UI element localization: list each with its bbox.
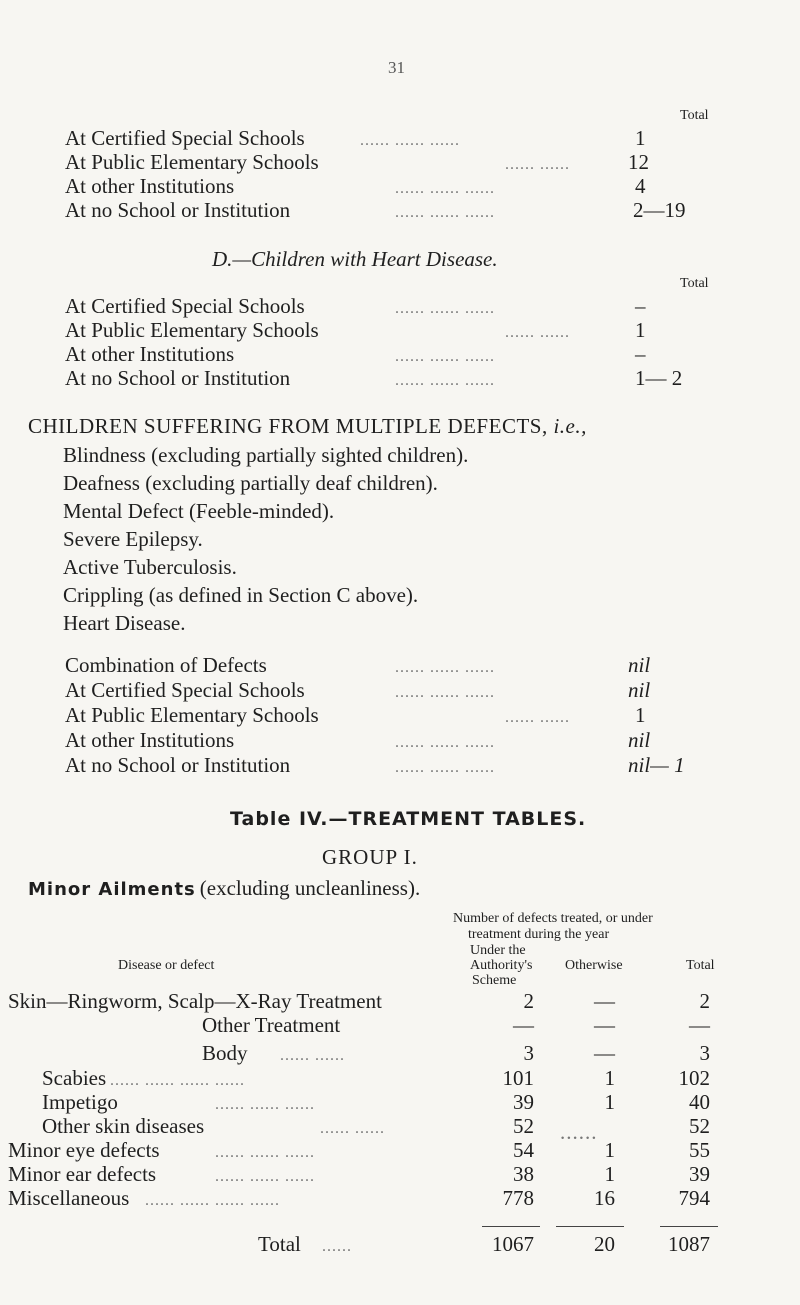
total-authority: 1067 — [492, 1232, 534, 1256]
row-value: 4 — [635, 174, 646, 198]
leader-dots: ...... ...... ...... — [215, 1144, 315, 1161]
row-label: At no School or Institution — [65, 198, 291, 222]
row-value: 1 — [635, 126, 646, 150]
group-heading: GROUP I. — [322, 845, 418, 869]
list-item: At Certified Special Schools — [65, 678, 305, 702]
section-d-heading: D.—Children with Heart Disease. — [212, 247, 498, 271]
cell-authority: 52 — [513, 1114, 534, 1138]
cell-otherwise: ...... — [560, 1120, 598, 1144]
cell-total: 39 — [689, 1162, 710, 1186]
total-rule — [482, 1226, 540, 1227]
total-otherwise: 20 — [594, 1232, 615, 1256]
cell-total: 3 — [699, 1041, 710, 1065]
list-item: At no School or Institution — [65, 366, 291, 390]
cell-otherwise: 1 — [604, 1162, 615, 1186]
cell-otherwise: 16 — [594, 1186, 615, 1210]
leader-dots: ...... ...... ...... — [395, 734, 495, 751]
list-item: Deafness (excluding partially deaf children). — [63, 471, 438, 495]
table-row-label: Skin—Ringworm, Scalp—X-Ray Treatment — [8, 989, 382, 1013]
multiple-defects-heading — [28, 414, 587, 439]
leader-dots: ...... ...... — [505, 709, 570, 726]
leader-dots: ...... ...... ...... — [360, 132, 460, 149]
row-value: 1 — [635, 318, 646, 342]
row-label: At Certified Special Schools — [65, 126, 305, 150]
total-header-d: Total — [680, 276, 709, 291]
list-item: Heart Disease. — [63, 611, 186, 635]
table-row-label: Body — [202, 1041, 248, 1065]
cell-authority: 101 — [502, 1066, 534, 1090]
row-value: nil — [628, 678, 651, 702]
list-item: Active Tuberculosis. — [63, 555, 237, 579]
leader-dots: ...... ...... — [505, 324, 570, 341]
leader-dots: ...... ...... — [280, 1047, 345, 1064]
cell-total: 2 — [699, 989, 710, 1013]
col-otherwise: Otherwise — [565, 958, 623, 973]
table-row-label: Other skin diseases — [42, 1114, 205, 1138]
list-item — [65, 198, 290, 223]
cell-total: — — [689, 1013, 710, 1037]
cell-otherwise: — — [594, 989, 615, 1013]
leader-dots: ...... ...... ...... — [395, 180, 495, 197]
list-item: Severe Epilepsy. — [63, 527, 203, 551]
heading-ie: i.e., — [553, 414, 587, 438]
row-label: At Public Elementary Schools — [65, 150, 319, 174]
leader-dots: ...... ...... ...... — [395, 204, 495, 221]
row-value: nil — [628, 728, 651, 752]
leader-dots: ...... ...... — [505, 156, 570, 173]
cell-authority: 39 — [513, 1090, 534, 1114]
list-item — [65, 174, 234, 199]
row-value: 12 — [628, 150, 649, 174]
row-value: nil— 1 — [628, 753, 685, 777]
cell-otherwise: 1 — [604, 1066, 615, 1090]
cell-otherwise: — — [594, 1013, 615, 1037]
minor-ailments-heading — [28, 876, 420, 901]
col-authority-2: Authority's — [470, 958, 533, 973]
col-header-main-1: Number of defects treated, or under — [453, 911, 653, 926]
row-value: nil — [628, 653, 651, 677]
minor-rest: (excluding uncleanliness). — [199, 876, 421, 900]
cell-otherwise: 1 — [604, 1090, 615, 1114]
minor-bold: Minor Ailments — [28, 879, 196, 900]
leader-dots: ...... ...... ...... — [395, 684, 495, 701]
total-header-c: Total — [680, 108, 709, 123]
total-total: 1087 — [668, 1232, 710, 1256]
row-value: 1— 2 — [635, 366, 683, 390]
list-item: At Certified Special Schools — [65, 294, 305, 318]
table-iv-heading: Table IV.—TREATMENT TABLES. — [230, 808, 587, 830]
table-row-label: Miscellaneous — [8, 1186, 130, 1210]
col-authority-3: Scheme — [472, 973, 517, 988]
row-value: 1 — [635, 703, 646, 727]
cell-authority: 3 — [523, 1041, 534, 1065]
table-row-label: Other Treatment — [202, 1013, 341, 1037]
cell-total: 794 — [678, 1186, 710, 1210]
page-number: 31 — [388, 58, 405, 77]
col-authority-1: Under the — [470, 943, 526, 958]
list-item — [65, 126, 305, 151]
col-disease: Disease or defect — [118, 958, 215, 973]
leader-dots: ...... ...... ...... — [395, 348, 495, 365]
table-row-label: Minor ear defects — [8, 1162, 157, 1186]
table-row-label: Impetigo — [42, 1090, 118, 1114]
cell-total: 40 — [689, 1090, 710, 1114]
cell-total: 102 — [678, 1066, 710, 1090]
total-label: Total — [258, 1232, 301, 1256]
list-item: At no School or Institution — [65, 753, 291, 777]
leader-dots: ...... ...... ...... — [395, 372, 495, 389]
leader-dots: ...... ...... ...... ...... — [110, 1072, 245, 1089]
col-header-main-2: treatment during the year — [468, 927, 610, 942]
table-row-label: Scabies — [42, 1066, 107, 1090]
leader-dots: ...... ...... ...... — [395, 659, 495, 676]
table-row-label: Minor eye defects — [8, 1138, 160, 1162]
row-value: – — [635, 342, 646, 366]
leader-dots: ...... ...... ...... — [395, 300, 495, 317]
cell-otherwise: — — [594, 1041, 615, 1065]
leader-dots: ...... ...... — [320, 1120, 385, 1137]
leader-dots: ...... ...... ...... — [215, 1096, 315, 1113]
list-item: At Public Elementary Schools — [65, 318, 319, 342]
leader-dots: ...... ...... ...... — [215, 1168, 315, 1185]
heading-text: CHILDREN SUFFERING FROM MULTIPLE DEFECTS, — [28, 414, 548, 438]
cell-total: 55 — [689, 1138, 710, 1162]
cell-total: 52 — [689, 1114, 710, 1138]
list-item: Mental Defect (Feeble-minded). — [63, 499, 335, 523]
cell-authority: 2 — [523, 989, 534, 1013]
cell-otherwise: 1 — [604, 1138, 615, 1162]
leader-dots: ...... ...... ...... — [395, 759, 495, 776]
total-rule — [660, 1226, 718, 1227]
cell-authority: 54 — [513, 1138, 534, 1162]
cell-authority: — — [513, 1013, 534, 1037]
leader-dots: ...... ...... ...... ...... — [145, 1192, 280, 1209]
list-item — [65, 150, 319, 175]
col-total: Total — [686, 958, 715, 973]
cell-authority: 778 — [502, 1186, 534, 1210]
list-item: Blindness (excluding partially sighted children). — [63, 443, 469, 467]
cell-authority: 38 — [513, 1162, 534, 1186]
list-item: At other Institutions — [65, 342, 235, 366]
list-item: Crippling (as defined in Section C above). — [63, 583, 419, 607]
row-value: 2—19 — [633, 198, 686, 222]
list-item: At other Institutions — [65, 728, 235, 752]
list-item: At Public Elementary Schools — [65, 703, 319, 727]
total-rule — [556, 1226, 624, 1227]
row-label: At other Institutions — [65, 174, 235, 198]
row-value: – — [635, 294, 646, 318]
list-item: Combination of Defects — [65, 653, 267, 677]
leader-dots: ...... — [322, 1238, 352, 1255]
